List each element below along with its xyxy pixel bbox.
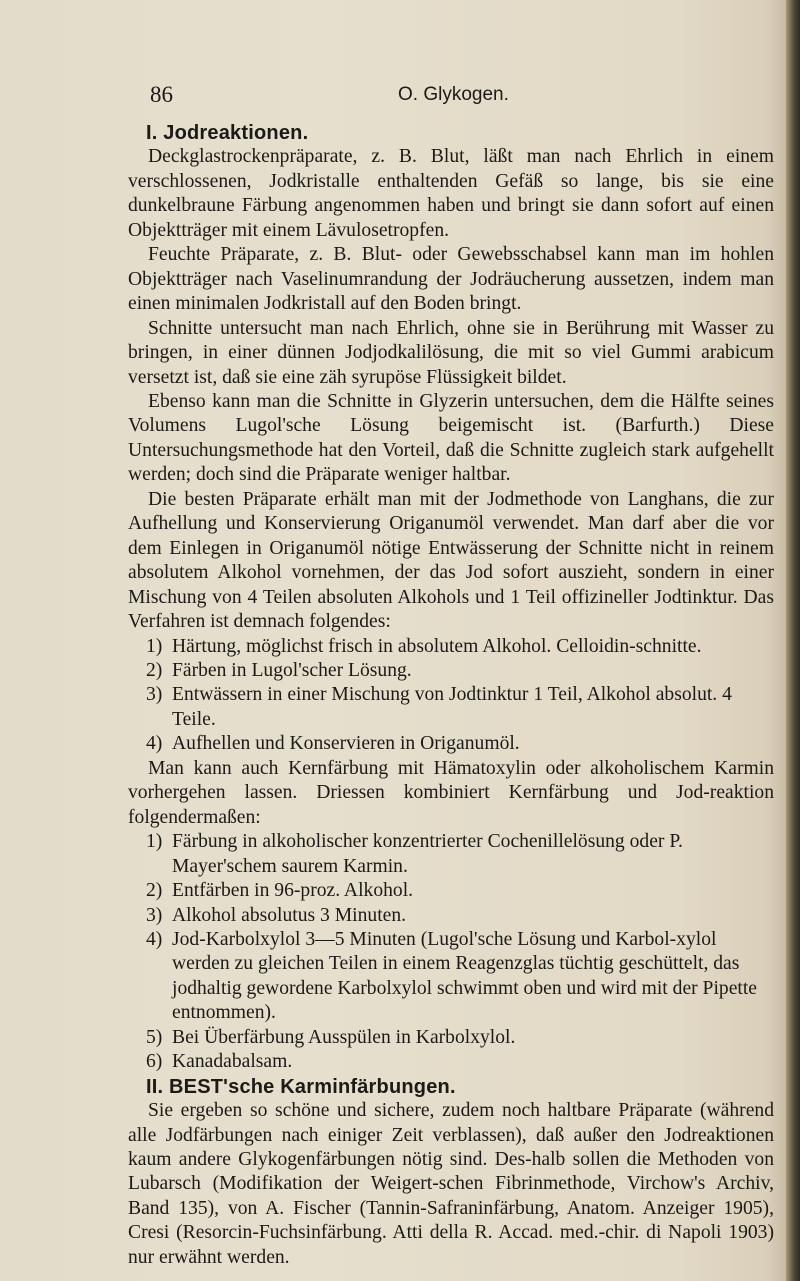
paragraph: Die besten Präparate erhält man mit der Jodmethode von Langhans, die zur Aufhellung und Konservierung Origanumöl verwendet. Man darf aber die vor dem Einlegen in Origanumöl nötige Entwässerung der Schnitte nicht in reinem absolutem Alkohol vornehmen, der das Jod sofort auszieht, sondern in einer Mischung von 4 Teilen absoluten Alkohols und 1 Teil offizineller Jodtinktur. Das Verfahren ist demnach folgendes: [128, 488, 774, 633]
list-item-text: Härtung, möglichst frisch in absolutem Alkohol. Celloidin-schnitte. [172, 635, 702, 657]
page-header [150, 82, 710, 112]
list-item-number: 2) [146, 880, 163, 902]
page-number: 86 [150, 82, 173, 107]
list-item [128, 879, 774, 903]
list-item-text: Bei Überfärbung Ausspülen in Karbolxylol. [172, 1026, 516, 1048]
list-item-number: 4) [146, 733, 163, 755]
paragraph: Schnitte untersucht man nach Ehrlich, ohne sie in Berührung mit Wasser zu bringen, in einer dünnen Jodjodkalilösung, die mit so viel Gummi arabicum versetzt ist, daß sie eine zäh syrupöse Flüssigkeit bildet. [128, 317, 774, 388]
list-item [128, 635, 774, 659]
list-item-text: Färben in Lugol'scher Lösung. [172, 659, 412, 681]
list-item-text: Aufhellen und Konservieren in Origanumöl. [172, 733, 520, 755]
list-item-number: 3) [146, 904, 163, 926]
list-item [128, 683, 774, 732]
list-item-text: Jod-Karbolxylol 3—5 Minuten (Lugol'sche Lösung und Karbol-xylol werden zu gleichen Teilen in einem Reagenzglas tüchtig geschüttelt, das jodhaltig gewordene Karbolxylol schwimmt oben und wird mit der Pipette entnommen). [172, 928, 757, 1024]
paragraph: Feuchte Präparate, z. B. Blut- oder Gewebsschabsel kann man im hohlen Objektträger nach Vaselinumrandung der Jodräucherung aussetzen, indem man einen minimalen Jodkristall auf den Boden bringt. [128, 244, 774, 315]
list-item-number: 2) [146, 659, 163, 681]
procedure-list-driessen [128, 830, 774, 1075]
section-heading-jodreaktionen: I. Jodreaktionen. [146, 122, 309, 144]
list-item [128, 928, 774, 1026]
list-item-text: Entwässern in einer Mischung von Jodtinktur 1 Teil, Alkohol absolut. 4 Teile. [172, 684, 732, 730]
paragraph: Sie ergeben so schöne und sichere, zudem noch haltbare Präparate (während alle Jodfärbungen nach einiger Zeit verblassen), daß außer den Jodreaktionen kaum andere Glykogenfärbungen nötig sind. Des-halb sollen die Methoden von Lubarsch (Modifikation der Weigert-schen Fibrinmethode, Virchow's Archiv, Band 135), von A. Fischer (Tannin-Safraninfärbung, Anatom. Anzeiger 1905), Cresi (Resorcin-Fuchsinfärbung. Atti della R. Accad. med.-chir. di Napoli 1903) nur erwähnt werden. [128, 1100, 774, 1268]
list-item [128, 830, 774, 879]
list-item-number: 1) [146, 831, 163, 853]
list-item [128, 904, 774, 928]
list-item-text: Entfärben in 96-proz. Alkohol. [172, 880, 414, 902]
list-item-text: Färbung in alkoholischer konzentrierter Cochenillelösung oder P. Mayer'schem saurem Karmin. [172, 831, 683, 877]
list-item-number: 1) [146, 635, 163, 657]
list-item [128, 732, 774, 756]
list-item [128, 1026, 774, 1050]
paragraph: Man kann auch Kernfärbung mit Hämatoxylin oder alkoholischem Karmin vorhergehen lassen. Driessen kombiniert Kernfärbung und Jod-reaktion folgendermaßen: [128, 757, 774, 828]
list-item-number: 3) [146, 684, 163, 706]
page-body [128, 121, 774, 1270]
paragraph: Deckglastrockenpräparate, z. B. Blut, läßt man nach Ehrlich in einem verschlossenen, Jodkristalle enthaltenden Gefäß so lange, bis sie eine dunkelbraune Färbung angenommen haben und bringt sie dann sofort auf einen Objektträger mit einem Lävulosetropfen. [128, 146, 774, 241]
list-item-number: 5) [146, 1026, 163, 1048]
list-item [128, 1050, 774, 1074]
running-head: O. Glykogen. [398, 84, 509, 105]
list-item [128, 659, 774, 683]
list-item-number: 4) [146, 928, 163, 950]
page-edge-shadow [786, 0, 800, 1281]
paragraph: Ebenso kann man die Schnitte in Glyzerin untersuchen, dem die Hälfte seines Volumens Lugol'sche Lösung beigemischt ist. (Barfurth.) Diese Untersuchungsmethode hat den Vorteil, daß die Schnitte zugleich stark aufgehellt werden; doch sind die Präparate weniger haltbar. [128, 390, 774, 486]
procedure-list-langhans [128, 635, 774, 757]
list-item-text: Kanadabalsam. [172, 1051, 293, 1073]
section-heading-karminfaerbungen: II. BEST'sche Karminfärbungen. [146, 1075, 456, 1098]
list-item-text: Alkohol absolutus 3 Minuten. [172, 904, 407, 926]
list-item-number: 6) [146, 1051, 163, 1073]
